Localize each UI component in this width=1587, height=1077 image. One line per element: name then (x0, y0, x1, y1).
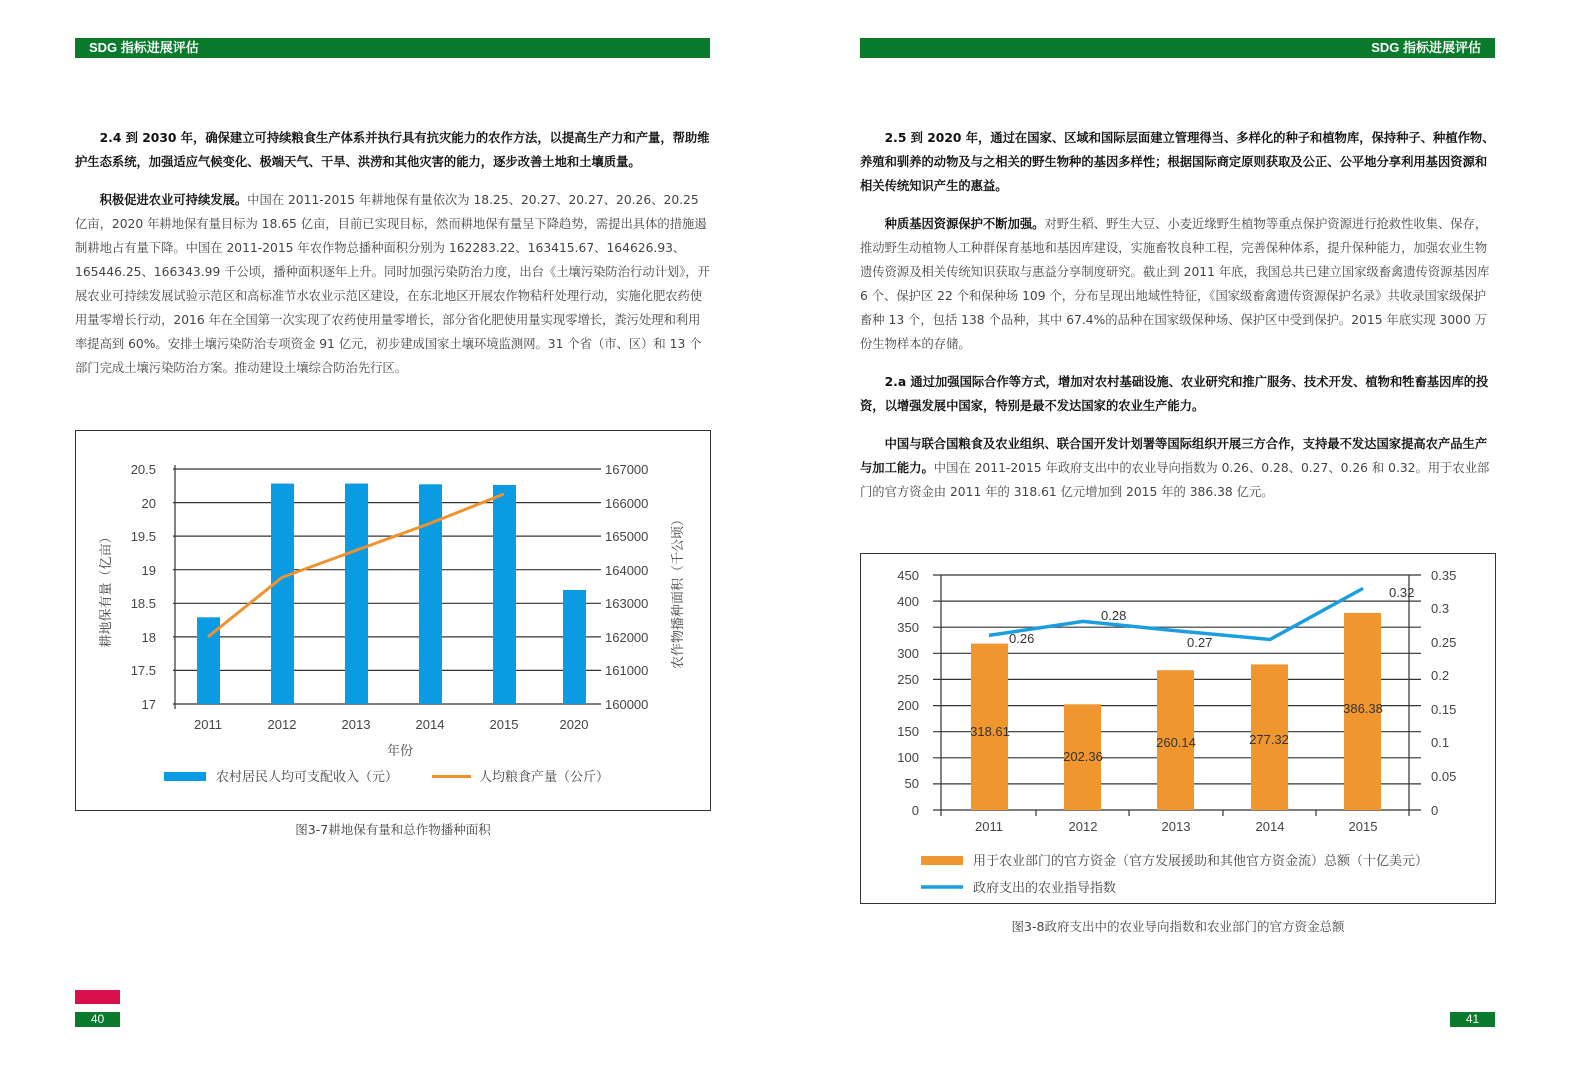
svg-text:202.36: 202.36 (1063, 749, 1103, 764)
svg-text:277.32: 277.32 (1249, 732, 1289, 747)
svg-text:200: 200 (897, 698, 919, 713)
svg-text:167000: 167000 (605, 462, 649, 477)
paragraph-lead: 中国与联合国粮食及农业组织、联合国开发计划署等国际组织开展三方合作，支持最不发达国家提高农产品生产与加工能力。 (860, 437, 1488, 475)
svg-text:50: 50 (904, 776, 919, 791)
svg-text:162000: 162000 (605, 630, 649, 645)
paragraph-lead: 积极促进农业可持续发展。 (99, 193, 248, 207)
svg-text:20.5: 20.5 (130, 462, 156, 477)
paragraph-body: 中国在 2011-2015 年耕地保有量依次为 18.25、20.27、20.27、20.26、20.25 亿亩，2020 年耕地保有量目标为 18.65 亿亩，目前已实现目标，然而耕地保有量呈下降趋势，需提出具体的措施遏制耕地占有量下降。中国在 2011-2015 年农作物总播种面积分别为 162283.22、163415.67、164626.93、165446.25、166343.99 千公顷，播种面积逐年上升。同时加强污染防治力度，出台《土壤污染防治行动计划》，开展农业可持续发展试验示范区和高标准节水农业示范区建设，在东北地区开展农作物秸秆处理行动，实施化肥农药使用量零增长行动，2016 年在全国第一次实现了农药使用量零增长，部分省化肥使用量实现零增长，粪污处理和利用率提高到 60%。安排土壤污染防治专项资金 91 亿元，初步建成国家土壤环境监测网。31 个省（市、区）和 13 个部门完成土壤污染防治方案。推动建设土壤综合防治先行区。 (75, 193, 710, 375)
svg-text:0.26: 0.26 (1009, 631, 1035, 646)
svg-text:2020: 2020 (559, 717, 589, 732)
target-2-a-heading: 2.a 通过加强国际合作等方式，增加对农村基础设施、农业研究和推广服务、技术开发、植物和牲畜基因库的投资，以增强发展中国家，特别是最不发达国家的农业生产能力。 (860, 375, 1489, 413)
chart-3-7 (75, 430, 711, 811)
line-agri-orientation-index (989, 588, 1363, 639)
svg-text:2012: 2012 (1068, 819, 1098, 834)
svg-text:0.3: 0.3 (1431, 601, 1450, 616)
genetic-resources-paragraph (860, 212, 1496, 356)
svg-text:250: 250 (897, 672, 919, 687)
svg-text:0: 0 (1431, 803, 1439, 818)
svg-text:2015: 2015 (489, 717, 519, 732)
svg-text:0.05: 0.05 (1431, 769, 1457, 784)
chart-3-8-svg (861, 554, 1494, 902)
svg-text:0.25: 0.25 (1431, 635, 1457, 650)
svg-text:350: 350 (897, 620, 919, 635)
right-page (793, 0, 1587, 1077)
svg-text:450: 450 (897, 568, 919, 583)
svg-text:19.5: 19.5 (130, 529, 156, 544)
svg-text:400: 400 (897, 594, 919, 609)
page-number: 40 (75, 1012, 120, 1027)
svg-text:100: 100 (897, 750, 919, 765)
svg-text:19: 19 (141, 563, 156, 578)
svg-text:300: 300 (897, 646, 919, 661)
page-number: 41 (1450, 1012, 1495, 1027)
svg-text:0: 0 (911, 803, 919, 818)
svg-text:161000: 161000 (605, 663, 649, 678)
svg-text:386.38: 386.38 (1343, 701, 1383, 716)
svg-text:17.5: 17.5 (130, 663, 156, 678)
target-2-4-heading: 2.4 到 2030 年，确保建立可持续粮食生产体系并执行具有抗灾能力的农作方法，以提高生产力和产量，帮助维护生态系统，加强适应气候变化、极端天气、干旱、洪涝和其他灾害的能力，逐步改善土地和土壤质量。 (75, 131, 710, 169)
section-header: SDG 指标进展评估 (860, 38, 1495, 58)
svg-text:150: 150 (897, 724, 919, 739)
accent-bar (75, 990, 120, 1004)
svg-text:160000: 160000 (605, 697, 649, 712)
paragraph-body: 对野生稻、野生大豆、小麦近缘野生植物等重点保护资源进行抢救性收集、保存，推动野生动植物人工种群保育基地和基因库建设，实施畜牧良种工程，完善保种体系，提升保种能力，加强农业生物遗传资源及相关传统知识获取与惠益分享制度研究。截止到 2011 年底，我国总共已建立国家级畜禽遗传资源基因库 6 个、保护区 22 个和保种场 109 个，分布呈现出地域性特征，《国家级畜禽遗传资源保护名录》共收录国家级保护畜种 13 个，包括 138 个品种，其中 67.4%的品种在国家级保种场、保护区中受到保护。2015 年底实现 3000 万份生物样本的存储。 (860, 217, 1490, 351)
svg-text:2013: 2013 (1161, 819, 1191, 834)
svg-text:0.28: 0.28 (1101, 608, 1127, 623)
figure-caption-3-8: 图3-8政府支出中的农业导向指数和农业部门的官方资金总额 (1011, 919, 1345, 934)
target-2-5-heading: 2.5 到 2020 年，通过在国家、区域和国际层面建立管理得当、多样化的种子和植物库，保持种子、种植作物、养殖和驯养的动物及与之相关的野生物种的基因多样性；根据国际商定原则获取及公正、公平地分享利用基因资源和相关传统知识产生的惠益。 (860, 131, 1495, 193)
svg-text:农村居民人均可支配收入（元）: 农村居民人均可支配收入（元） (216, 769, 399, 784)
svg-text:17: 17 (141, 697, 156, 712)
svg-text:2011: 2011 (194, 717, 222, 732)
chart-3-8 (860, 553, 1496, 904)
svg-text:0.15: 0.15 (1431, 702, 1457, 717)
agriculture-paragraph (75, 188, 711, 380)
svg-text:2015: 2015 (1348, 819, 1378, 834)
svg-text:用于农业部门的官方资金（官方发展援助和其他官方资金流）总额（: 用于农业部门的官方资金（官方发展援助和其他官方资金流）总额（十亿美元） (973, 853, 1429, 868)
svg-text:0.27: 0.27 (1187, 635, 1213, 650)
cooperation-paragraph (860, 432, 1496, 504)
svg-text:2011: 2011 (975, 819, 1003, 834)
svg-text:164000: 164000 (605, 563, 649, 578)
paragraph-lead: 种质基因资源保护不断加强。 (884, 217, 1045, 231)
svg-text:2012: 2012 (267, 717, 297, 732)
svg-text:2013: 2013 (341, 717, 371, 732)
svg-text:年份: 年份 (386, 743, 414, 758)
svg-text:20: 20 (141, 496, 156, 511)
svg-text:0.2: 0.2 (1431, 668, 1450, 683)
svg-text:18.5: 18.5 (130, 596, 156, 611)
svg-text:人均粮食产量（公斤）: 人均粮食产量（公斤） (479, 769, 610, 784)
svg-text:18: 18 (141, 630, 156, 645)
svg-text:2014: 2014 (1255, 819, 1285, 834)
svg-text:166000: 166000 (605, 496, 649, 511)
svg-text:2014: 2014 (415, 717, 445, 732)
svg-text:318.61: 318.61 (970, 724, 1010, 739)
left-page (0, 0, 793, 1077)
svg-text:165000: 165000 (605, 529, 649, 544)
svg-text:163000: 163000 (605, 596, 649, 611)
chart-3-7-svg (76, 431, 709, 809)
svg-text:0.1: 0.1 (1431, 735, 1450, 750)
paragraph-body: 中国在 2011-2015 年政府支出中的农业导向指数为 0.26、0.28、0.27、0.26 和 0.32。用于农业部门的官方资金由 2011 年的 318.61 亿元增加到 2015 年的 386.38 亿元。 (860, 461, 1490, 499)
section-header: SDG 指标进展评估 (75, 38, 710, 58)
svg-text:0.35: 0.35 (1431, 568, 1457, 583)
svg-text:政府支出的农业指导指数: 政府支出的农业指导指数 (973, 880, 1117, 895)
svg-text:耕地保有量（亿亩）: 耕地保有量（亿亩） (98, 530, 113, 648)
svg-text:0.32: 0.32 (1389, 585, 1415, 600)
svg-text:农作物播种面积（千公顷）: 农作物播种面积（千公顷） (670, 512, 685, 670)
figure-caption-3-7: 图3-7耕地保有量和总作物播种面积 (295, 822, 491, 837)
svg-text:260.14: 260.14 (1156, 735, 1196, 750)
